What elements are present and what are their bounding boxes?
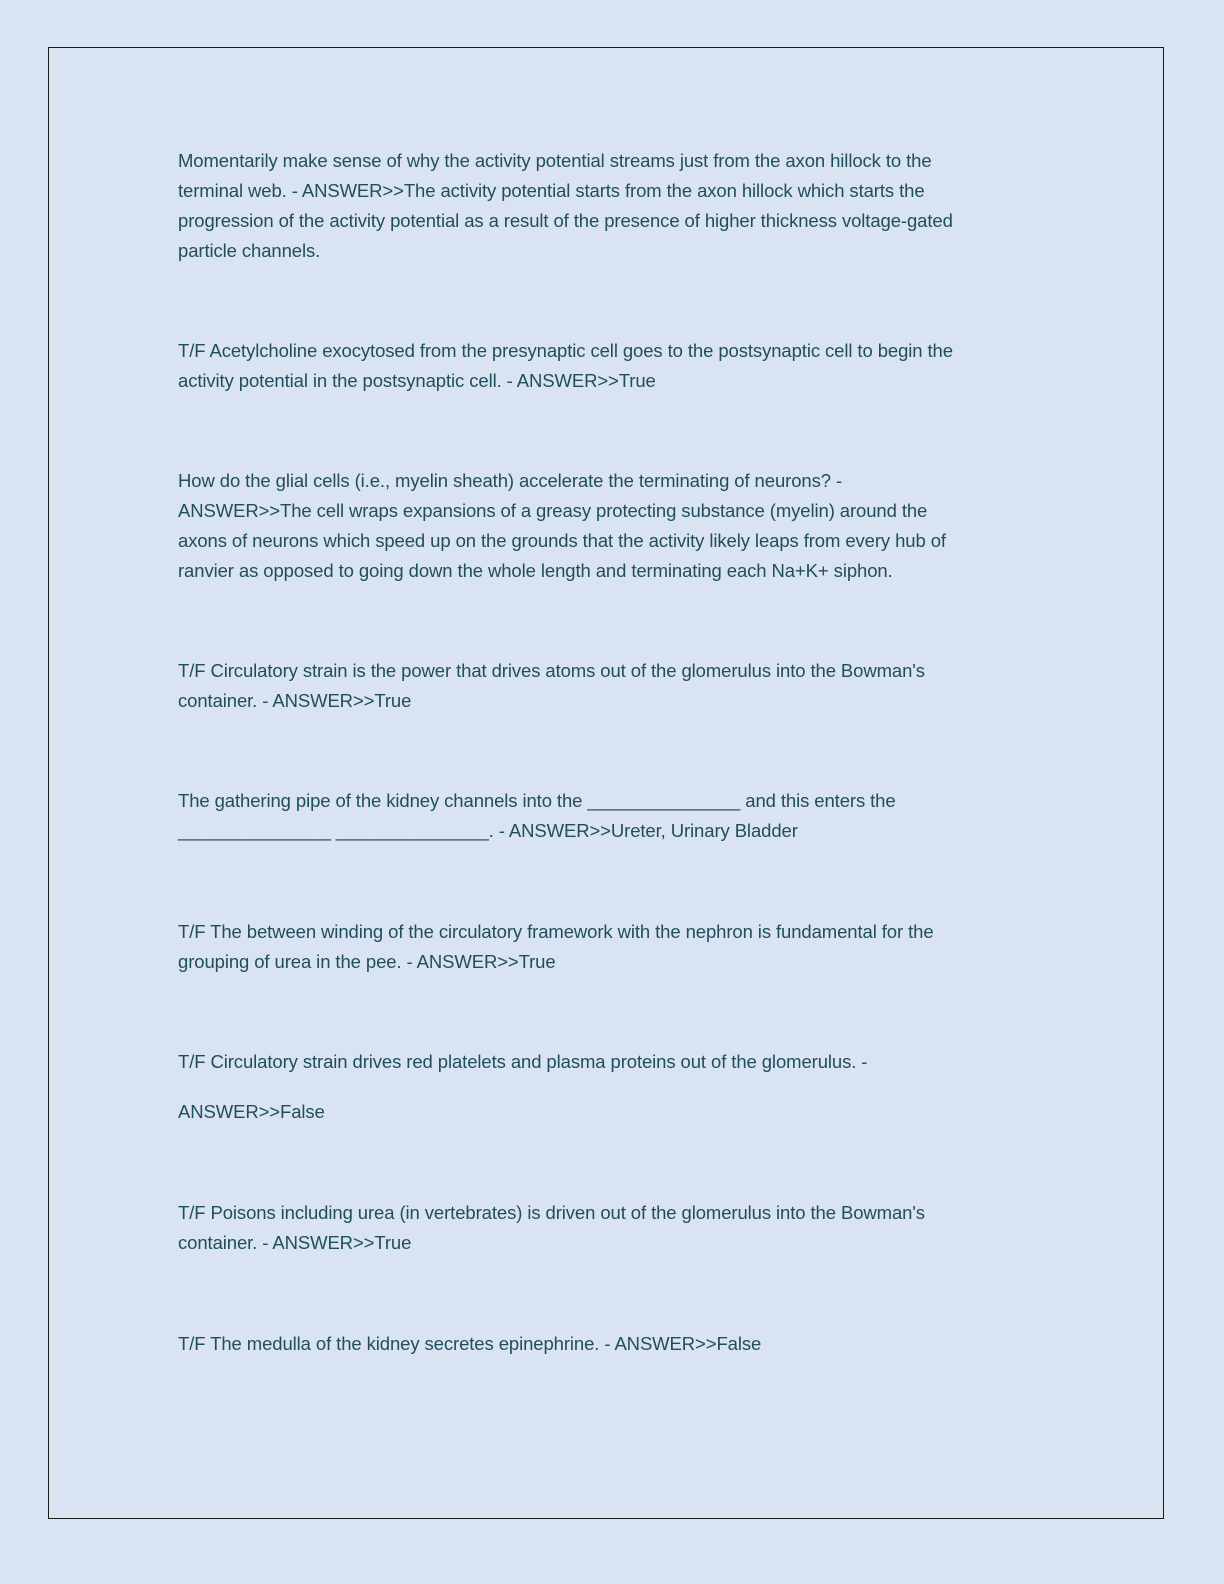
text-line: _______________ _______________. - ANSWER>>Ureter, Urinary Bladder <box>178 820 798 841</box>
text-line: ranvier as opposed to going down the whole length and terminating each Na+K+ siphon. <box>178 560 893 581</box>
qa-entry-3 <box>178 466 1038 586</box>
text-line: activity potential in the postsynaptic cell. - ANSWER>>True <box>178 370 656 391</box>
text-line: The gathering pipe of the kidney channels into the _______________ and this enters the <box>178 790 896 811</box>
text-line: grouping of urea in the pee. - ANSWER>>True <box>178 951 556 972</box>
text-line: particle channels. <box>178 240 321 261</box>
line-gap <box>178 1077 1038 1097</box>
text-line: container. - ANSWER>>True <box>178 1232 412 1253</box>
text-line: T/F The between winding of the circulatory framework with the nephron is fundamental for the <box>178 921 934 942</box>
text-line: progression of the activity potential as a result of the presence of higher thickness voltage-gated <box>178 210 953 231</box>
qa-entry-2 <box>178 336 1038 396</box>
text-line: container. - ANSWER>>True <box>178 690 412 711</box>
text-line: ANSWER>>False <box>178 1101 325 1122</box>
qa-entry-9 <box>178 1329 1038 1359</box>
qa-entry-5 <box>178 786 1038 846</box>
text-line: T/F Acetylcholine exocytosed from the presynaptic cell goes to the postsynaptic cell to begin the <box>178 340 953 361</box>
text-line: Momentarily make sense of why the activity potential streams just from the axon hillock to the <box>178 150 932 171</box>
qa-entry-1 <box>178 146 1038 266</box>
text-line: T/F The medulla of the kidney secretes epinephrine. - ANSWER>>False <box>178 1333 762 1354</box>
qa-entry-8 <box>178 1198 1038 1258</box>
text-line: T/F Circulatory strain drives red platelets and plasma proteins out of the glomerulus. - <box>178 1051 868 1072</box>
text-line: terminal web. - ANSWER>>The activity potential starts from the axon hillock which starts the <box>178 180 925 201</box>
qa-entry-4 <box>178 656 1038 716</box>
text-line: T/F Circulatory strain is the power that drives atoms out of the glomerulus into the Bowman's <box>178 660 925 681</box>
page-border <box>48 47 1164 1519</box>
qa-entry-7 <box>178 1047 1038 1127</box>
text-line: How do the glial cells (i.e., myelin sheath) accelerate the terminating of neurons? - <box>178 470 843 491</box>
text-line: axons of neurons which speed up on the grounds that the activity likely leaps from every hub of <box>178 530 946 551</box>
text-line: T/F Poisons including urea (in vertebrates) is driven out of the glomerulus into the Bowman's <box>178 1202 925 1223</box>
text-line: ANSWER>>The cell wraps expansions of a greasy protecting substance (myelin) around the <box>178 500 928 521</box>
qa-entry-6 <box>178 917 1038 977</box>
